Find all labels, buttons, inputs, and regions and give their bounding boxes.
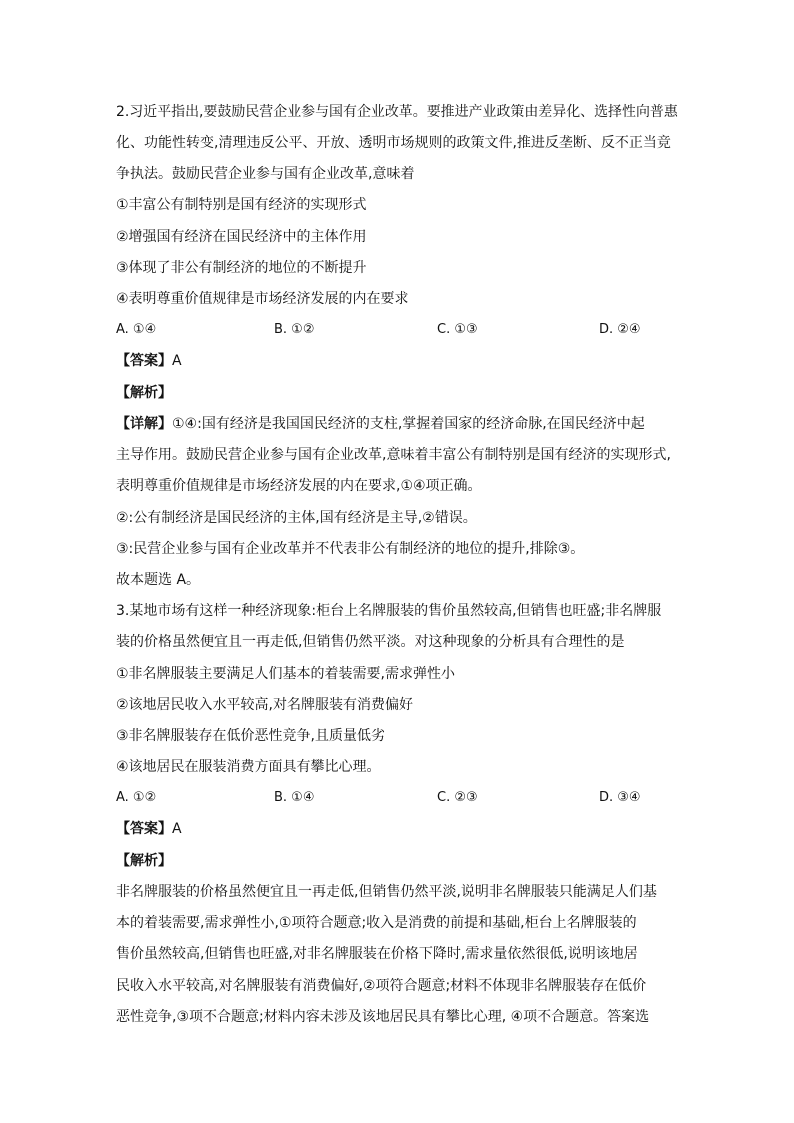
q3-option-b: B. ①④ — [274, 790, 315, 805]
q3-option-a: A. ①② — [116, 790, 157, 805]
q2-option-a: A. ①④ — [116, 322, 157, 337]
q2-detail-line — [116, 416, 645, 432]
answer-label: 【答案】 — [116, 821, 172, 837]
q3-option-d: D. ③④ — [599, 790, 641, 805]
q2-item: ①丰富公有制特别是国有经济的实现形式 — [116, 197, 367, 213]
q2-detail-line: ②:公有制经济是国民经济的主体,国有经济是主导,②错误。 — [116, 510, 477, 526]
q2-option-d: D. ②④ — [599, 322, 641, 337]
detail-label: 【详解】 — [116, 416, 172, 432]
q2-stem-line: 化、功能性转变,清理违反公平、开放、透明市场规则的政策文件,推进反垄断、反不正当竞 — [116, 135, 671, 151]
q2-item: ④表明尊重价值规律是市场经济发展的内在要求 — [116, 291, 409, 307]
q3-analysis-line: 本的着装需要,需求弹性小,①项符合题意;收入是消费的前提和基础,柜台上名牌服装的 — [116, 915, 637, 931]
answer-label: 【答案】 — [116, 353, 172, 369]
q2-stem-line: 争执法。鼓励民营企业参与国有企业改革,意味着 — [116, 166, 415, 182]
q3-option-c: C. ②③ — [437, 790, 478, 805]
q2-option-c: C. ①③ — [437, 322, 478, 337]
q3-stem-line: 3.某地市场有这样一种经济现象:柜台上名牌服装的售价虽然较高,但销售也旺盛;非名牌服 — [116, 603, 662, 619]
q3-item: ②该地居民收入水平较高,对名牌服装有消费偏好 — [116, 697, 413, 713]
q2-answer — [116, 353, 182, 369]
q2-stem-line: 2.习近平指出,要鼓励民营企业参与国有企业改革。要推进产业政策由差异化、选择性向普惠 — [116, 104, 678, 120]
q3-analysis-line: 民收入水平较高,对名牌服装有消费偏好,②项符合题意;材料不体现非名牌服装存在低价 — [116, 978, 647, 994]
q3-item: ③非名牌服装存在低价恶性竞争,且质量低劣 — [116, 728, 385, 744]
q2-detail-line: 主导作用。鼓励民营企业参与国有企业改革,意味着丰富公有制特别是国有经济的实现形式, — [116, 447, 671, 463]
q2-item: ③体现了非公有制经济的地位的不断提升 — [116, 260, 367, 276]
q3-analysis-line: 恶性竞争,③项不合题意;材料内容未涉及该地居民具有攀比心理, ④项不合题意。答案选 — [116, 1009, 650, 1025]
q3-analysis-line: 售价虽然较高,但销售也旺盛,对非名牌服装在价格下降时,需求量依然很低,说明该地居 — [116, 946, 638, 962]
q2-option-b: B. ①② — [274, 322, 315, 337]
q2-conclusion: 故本题选 A。 — [116, 572, 201, 588]
detail-text: ①④:国有经济是我国国民经济的支柱,掌握着国家的经济命脉,在国民经济中起 — [172, 416, 645, 432]
q3-analysis-line: 非名牌服装的价格虽然便宜且一再走低,但销售仍然平淡,说明非名牌服装只能满足人们基 — [116, 884, 657, 900]
q2-item: ②增强国有经济在国民经济中的主体作用 — [116, 229, 367, 245]
q2-detail-line: ③:民营企业参与国有企业改革并不代表非公有制经济的地位的提升,排除③。 — [116, 541, 585, 557]
q2-detail-line: 表明尊重价值规律是市场经济发展的内在要求,①④项正确。 — [116, 478, 482, 494]
answer-value: A — [172, 353, 182, 369]
q3-item: ①非名牌服装主要满足人们基本的着装需要,需求弹性小 — [116, 666, 455, 682]
q3-answer — [116, 821, 182, 837]
q2-analysis-label: 【解析】 — [116, 385, 172, 401]
q3-analysis-label: 【解析】 — [116, 853, 172, 869]
answer-value: A — [172, 821, 182, 837]
q3-stem-line: 装的价格虽然便宜且一再走低,但销售仍然平淡。对这种现象的分析具有合理性的是 — [116, 634, 625, 650]
q3-item: ④该地居民在服装消费方面具有攀比心理。 — [116, 759, 381, 775]
